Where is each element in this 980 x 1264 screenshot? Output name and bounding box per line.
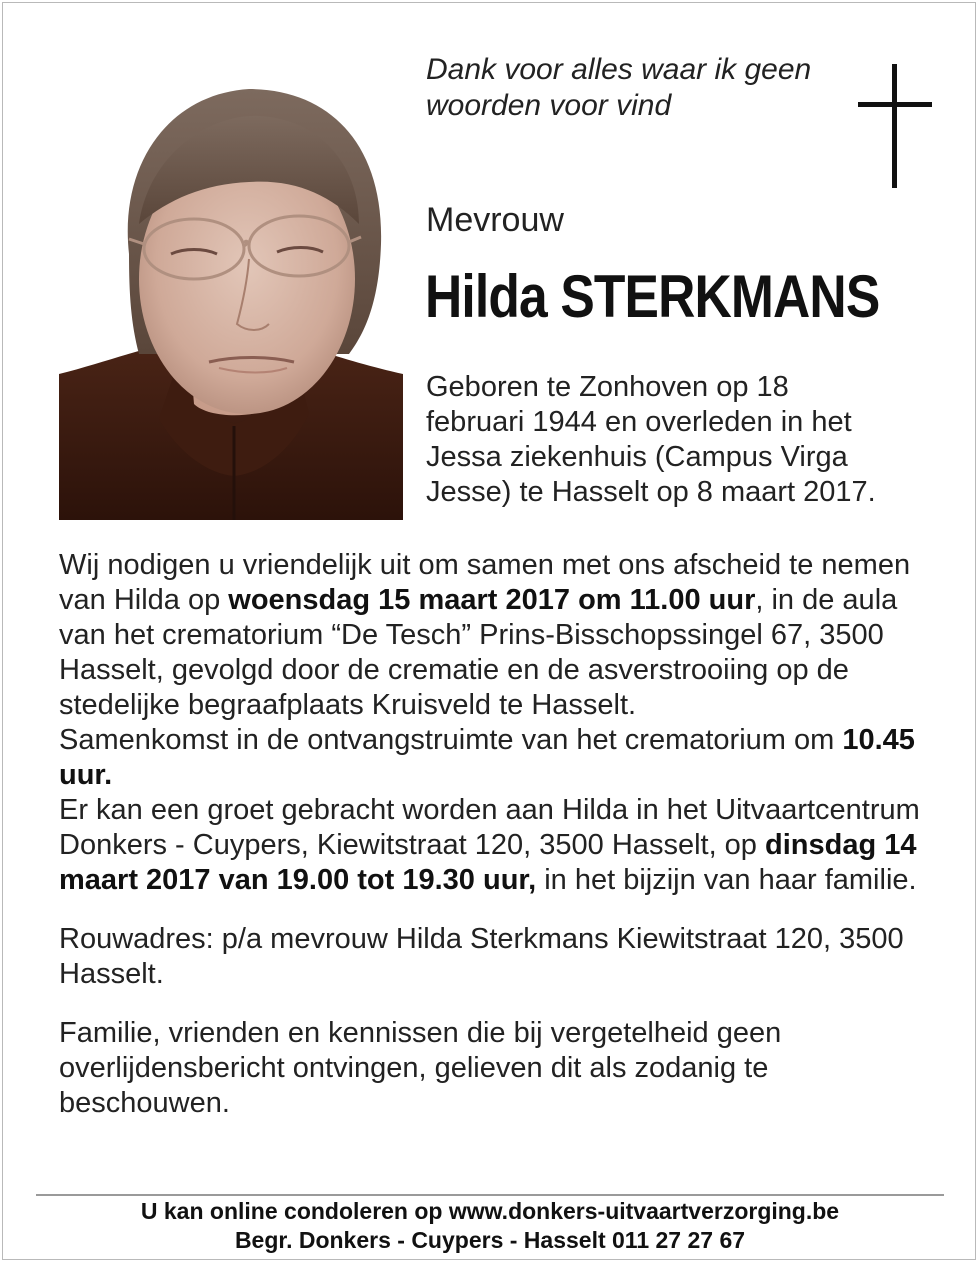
deceased-name: Hilda STERKMANS (425, 263, 880, 330)
birth-line-1: Geboren te Zonhoven op 18 (426, 371, 789, 403)
birth-line-3: Jessa ziekenhuis (Campus Virga (426, 441, 848, 473)
birth-line-4: Jesse) te Hasselt op 8 maart 2017. (426, 476, 876, 508)
mourning-address: Rouwadres: p/a mevrouw Hilda Sterkmans Kiewitstraat 120, 3500 Hasselt. (59, 923, 904, 990)
gathering-intro: Samenkomst in de ontvangstruimte van het crematorium om (59, 724, 843, 756)
motto-quote (426, 52, 846, 124)
ceremony-date: woensdag 15 maart 2017 om 11.00 uur (228, 584, 756, 616)
announcement-body (59, 548, 929, 1121)
funeral-home-contact: Begr. Donkers - Cuypers - Hasselt 011 27 27 67 (234, 1227, 746, 1253)
closing-note: Familie, vrienden en kennissen die bij vergetelheid geen overlijdensbericht ontvingen, gelieven dit als zodanig te beschouwen. (59, 1017, 782, 1119)
ceremony-details: , in de aula van het crematorium “De Tesch” Prins-Bisschopssingel 67, 3500 Hasselt, gevolgd door de crematie en de asverstrooiing op de stedelijke begraafplaats Kruisveld te Hasselt. (59, 584, 898, 721)
visitation-date: dinsdag 14 maart 2017 van 19.00 tot 19.30 uur, (59, 829, 917, 896)
ceremony-intro: Wij nodigen u vriendelijk uit om samen met ons afscheid te nemen van Hilda op (59, 549, 911, 616)
motto-line-2: woorden voor vind (426, 89, 672, 122)
ceremony-paragraph (59, 548, 929, 723)
footer-divider (36, 1194, 944, 1196)
motto-line-1: Dank voor alles waar ik geen (426, 53, 812, 86)
visitation-paragraph (59, 793, 929, 898)
gathering-time: 10.45 uur. (59, 724, 915, 791)
portrait-photo (59, 74, 403, 520)
birth-line-2: februari 1944 en overleden in het (426, 406, 852, 438)
visitation-details: in het bijzijn van haar familie. (536, 864, 917, 896)
footer (36, 1197, 944, 1255)
cross-icon (858, 64, 934, 188)
condolence-link[interactable]: U kan online condoleren op www.donkers-uitvaartverzorging.be (140, 1198, 840, 1224)
visitation-intro: Er kan een groet gebracht worden aan Hilda in het Uitvaartcentrum Donkers - Cuypers, Kiewitstraat 120, 3500 Hasselt, op (59, 794, 920, 861)
portrait-illustration (59, 74, 403, 520)
salutation: Mevrouw (426, 201, 564, 239)
birth-death-details (426, 370, 926, 510)
gathering-paragraph (59, 723, 929, 793)
